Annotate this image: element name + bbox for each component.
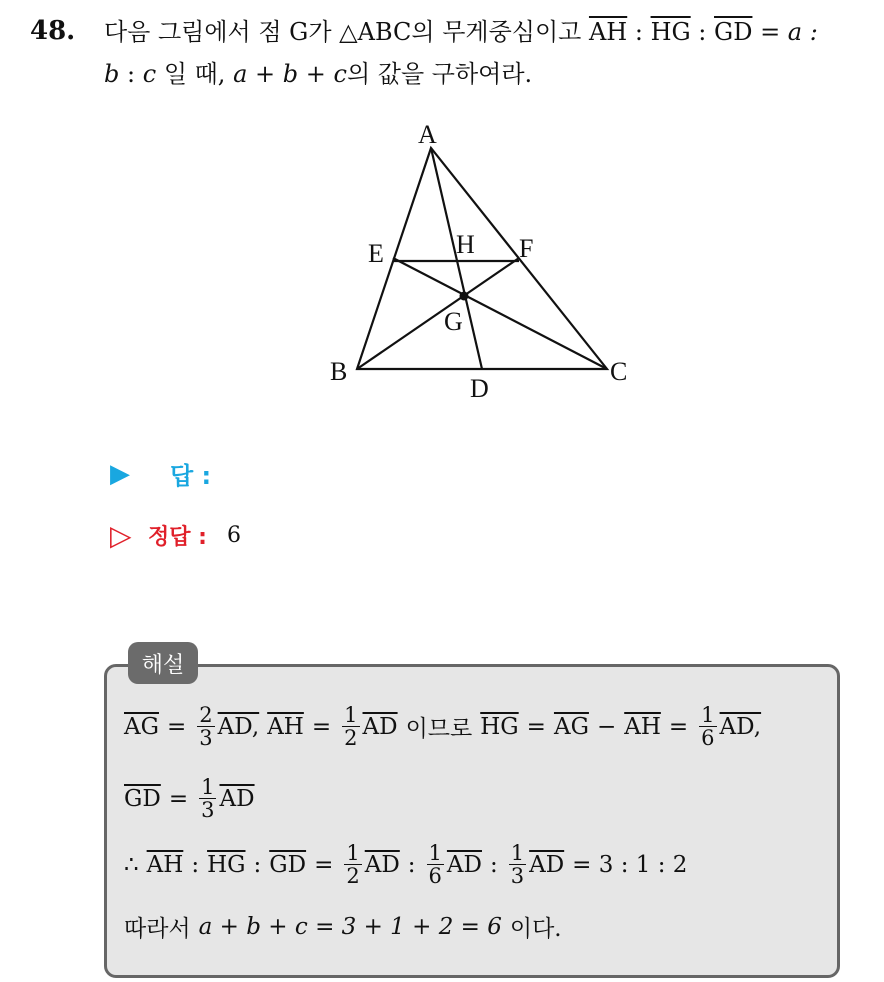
seg: $\overline{AD}$: [364, 851, 400, 878]
equals: =: [314, 851, 334, 878]
centroid-point: [460, 292, 469, 301]
answer-label: 답 :: [170, 462, 212, 490]
seg: $\overline{AD}$: [219, 785, 255, 812]
solution-text: 이므로: [405, 716, 473, 743]
seg: $\overline{GD}$: [124, 785, 161, 812]
segment-gd: $\overline{GD}$: [714, 18, 753, 46]
colon: :: [253, 851, 262, 878]
colon: :: [407, 851, 416, 878]
ratio-result: = 3 : 1 : 2: [572, 851, 688, 878]
triangle-figure: [320, 120, 640, 410]
seg: $\overline{AD}$: [529, 851, 565, 878]
ratio-colon: :: [119, 60, 143, 88]
fraction: $\frac{1}{3}$: [510, 841, 525, 889]
fraction: $\frac{1}{2}$: [346, 841, 360, 889]
seg: $\overline{AH}$: [146, 851, 184, 878]
equals: =: [526, 713, 546, 740]
solution-text: 이다.: [509, 916, 562, 942]
seg: $\overline{AG}$: [124, 713, 159, 740]
sum-expression: a + b + c: [233, 60, 347, 88]
solution-line-3: [124, 842, 687, 887]
equals: =: [168, 785, 189, 812]
equals: =: [166, 713, 187, 740]
colon: :: [489, 851, 498, 878]
label-a: A: [418, 120, 437, 149]
question-text-3: 의 값을 구하여라.: [346, 60, 533, 88]
question-line-2: [104, 58, 532, 90]
label-d: D: [470, 374, 489, 403]
seg: $\overline{AH}$: [267, 713, 304, 740]
fraction: $\frac{2}{3}$: [199, 703, 213, 751]
seg: $\overline{HG}$: [480, 713, 519, 740]
label-h: H: [456, 230, 475, 259]
solution-tag: 해설: [128, 642, 198, 684]
median-bf: [357, 258, 519, 369]
seg: $\overline{GD}$: [269, 851, 307, 878]
var-b: b: [104, 60, 120, 88]
therefore: ∴: [124, 851, 139, 878]
var-c: c: [142, 60, 157, 88]
question-text-2: 일 때,: [163, 60, 226, 88]
correct-value: 6: [226, 523, 241, 548]
solution-line-1: [124, 704, 761, 749]
label-g: G: [444, 307, 463, 336]
solution-text: 따라서: [124, 916, 191, 942]
seg: $\overline{HG}$: [207, 851, 246, 878]
solution-line-4: [124, 910, 562, 943]
correct-marker-icon: ▷: [110, 519, 132, 552]
label-e: E: [368, 239, 384, 268]
sum-equation: a + b + c = 3 + 1 + 2 = 6: [198, 913, 502, 940]
equals: =: [311, 713, 332, 740]
fraction: $\frac{1}{6}$: [428, 841, 442, 889]
answer-marker-icon: ▶: [110, 458, 130, 489]
question-number: 48.: [30, 16, 76, 46]
seg: $\overline{AD}$: [362, 713, 398, 740]
colon: :: [191, 851, 200, 878]
seg: $\overline{AD}$: [446, 851, 482, 878]
seg: AD,: [719, 713, 762, 740]
equals: =: [668, 713, 689, 740]
fraction: $\frac{1}{2}$: [344, 703, 358, 751]
seg: $\overline{AG}$: [553, 713, 589, 740]
fraction: $\frac{1}{6}$: [701, 703, 715, 751]
correct-answer-row: [110, 519, 241, 552]
ratio-colon: :: [627, 18, 651, 46]
solution-line-2: [124, 776, 255, 821]
median-ce: [393, 258, 607, 369]
correct-label: 정답 :: [148, 525, 207, 550]
fraction: $\frac{1}{3}$: [201, 775, 215, 823]
seg: $\overline{AH}$: [624, 713, 661, 740]
ratio-colon: :: [690, 18, 715, 46]
label-f: F: [519, 234, 534, 263]
seg: AD,: [217, 713, 260, 740]
segment-ah: $\overline{AH}$: [588, 18, 628, 46]
segment-hg: $\overline{HG}$: [650, 18, 691, 46]
question-text: 다음 그림에서 점 G가 △ABC의 무게중심이고: [104, 18, 582, 46]
label-c: C: [610, 357, 628, 386]
answer-row: [110, 456, 211, 491]
minus: −: [596, 713, 617, 740]
ratio-a: = a :: [752, 18, 818, 46]
label-b: B: [330, 357, 348, 386]
question-line-1: [104, 16, 818, 48]
